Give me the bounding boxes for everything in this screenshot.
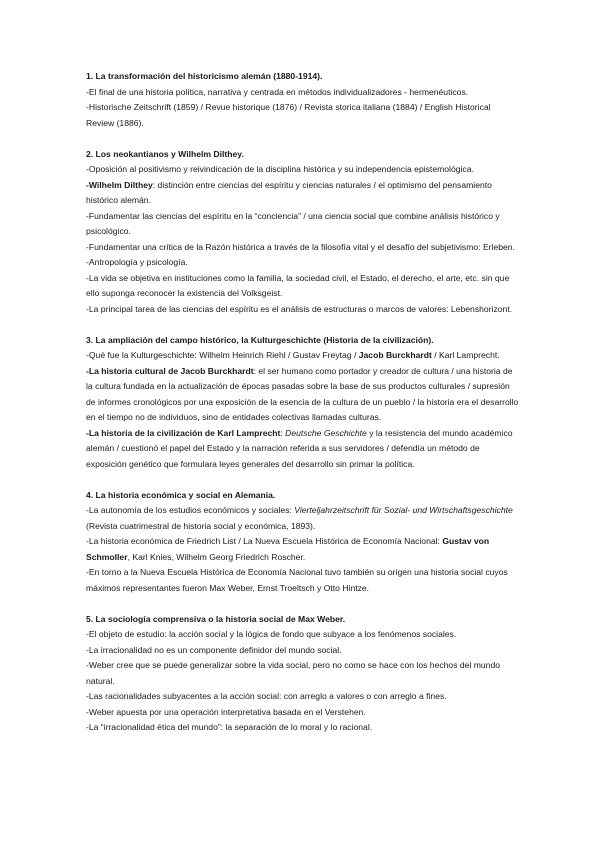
text-run: -Fundamentar una crítica de la Razón histórica a través de la filosofía vital y el desafío del subjetivismo: Erleben. bbox=[86, 241, 515, 252]
text-run: -Las racionalidades subyacentes a la acción social: con arreglo a valores o con arreglo a fines. bbox=[86, 691, 447, 701]
bullet-paragraph bbox=[86, 364, 520, 426]
bullet-paragraph bbox=[86, 658, 520, 689]
text-run: -Antropología y psicología. bbox=[86, 257, 188, 267]
bullet-paragraph bbox=[86, 705, 520, 721]
italic-text: Deutsche Geschichte bbox=[285, 427, 367, 438]
text-run: : distinción entre ciencias del espíritu y ciencias naturales / el optimismo del pensamiento histórico alemán. bbox=[86, 179, 492, 205]
text-run: -La principal tarea de las ciencias del espíritu es el análisis de estructuras o marcos de valores: Lebenshorizont. bbox=[86, 303, 513, 314]
bullet-paragraph bbox=[86, 565, 520, 596]
section-5 bbox=[86, 612, 520, 736]
text-run: -El final de una historia política, narrativa y centrada en métodos individualizadores - hermenéuticos. bbox=[86, 86, 469, 97]
text-run: -La vida se objetiva en instituciones como la familia, la sociedad civil, el Estado, el derecho, el arte, etc. sin que ello suponga reconocer la existencia del Volksgeist. bbox=[86, 272, 510, 298]
text-run: : el ser humano como portador y creador de cultura / una historia de la cultura fundada en la actualización de épocas pasadas sobre la base de sus productos culturales / supresión de informes cronológicos por una exposición de la esencia de la cultura de un pueblo / la historia era el desarrollo en el tiempo no de individuos, sino de entidades colectivas llamadas culturas. bbox=[86, 365, 519, 422]
text-run: -En torno a la Nueva Escuela Histórica de Economía Nacional tuvo también su origen una historia social cuyos máximos representantes fueron Max Weber, Ernst Troeltsch y Otto Hintze. bbox=[86, 567, 508, 593]
bullet-paragraph bbox=[86, 255, 520, 271]
section-heading: 1. La transformación del historicismo alemán (1880-1914). bbox=[86, 71, 323, 81]
section-1 bbox=[86, 69, 520, 131]
bullet-paragraph bbox=[86, 85, 520, 101]
bullet-paragraph bbox=[86, 720, 520, 736]
section-heading: 5. La sociología comprensiva o la historia social de Max Weber. bbox=[86, 613, 346, 624]
text-run: -La “irracionalidad ética del mundo”: la separación de lo moral y lo racional. bbox=[86, 722, 373, 732]
text-run: : bbox=[280, 427, 286, 438]
bullet-paragraph bbox=[86, 503, 520, 534]
bold-text: -Wilhelm Dilthey bbox=[86, 179, 153, 190]
section-4 bbox=[86, 488, 520, 597]
text-run: -La historia económica de Friedrich List / La Nueva Escuela Histórica de Economía Nacional: bbox=[86, 536, 443, 546]
text-run: -El objeto de estudio: la acción social y la lógica de fondo que subyace a los fenómenos sociales. bbox=[86, 629, 457, 639]
bullet-paragraph bbox=[86, 348, 520, 364]
bold-text: Gustav von Schmoller bbox=[86, 536, 490, 562]
bullet-paragraph bbox=[86, 627, 520, 643]
bold-text: -La historia de la civilización de Karl Lamprecht bbox=[86, 427, 281, 438]
text-run: -Weber apuesta por una operación interpretativa basada en el Verstehen. bbox=[86, 706, 366, 717]
section-heading: 3. La ampliación del campo histórico, la Kulturgeschichte (Historia de la civilización). bbox=[86, 334, 434, 345]
section-2 bbox=[86, 147, 520, 318]
text-run: , Karl Knies, Wilhelm Georg Friedrich Roscher. bbox=[127, 551, 306, 562]
text-run: y la resistencia del mundo académico alemán / cuestionó el papel del Estado y la narración referida a sus servidores / defendía un método de exposición genético que formulara leyes generales del desarrollo sin primar la política. bbox=[86, 427, 513, 469]
text-run: -Fundamentar las ciencias del espíritu en la “conciencia” / una ciencia social que combine análisis histórico y psicológico. bbox=[86, 210, 500, 236]
bullet-paragraph bbox=[86, 643, 520, 659]
text-run: (Revista cuatrimestral de historia social y económica, 1893). bbox=[86, 520, 316, 531]
bullet-paragraph bbox=[86, 100, 520, 131]
section-heading: 2. Los neokantianos y Wilhelm Dilthey. bbox=[86, 148, 244, 159]
bullet-paragraph bbox=[86, 209, 520, 240]
bullet-paragraph bbox=[86, 240, 520, 256]
text-run: -La autonomía de los estudios económicos y sociales: bbox=[86, 505, 295, 515]
section-heading: 4. La historia económica y social en Alemania. bbox=[86, 489, 276, 500]
text-run: -Weber cree que se puede generalizar sobre la vida social, pero no como se hace con los hechos del mundo natural. bbox=[86, 660, 501, 686]
text-run: -Historische Zeitschrift (1859) / Revue historique (1876) / Revista storica italiana (1884) / English Historical Review (1886). bbox=[86, 102, 491, 128]
section-3 bbox=[86, 333, 520, 473]
bullet-paragraph bbox=[86, 271, 520, 302]
bullet-paragraph bbox=[86, 162, 520, 178]
bold-text: Jacob Burckhardt bbox=[358, 350, 432, 360]
bullet-paragraph bbox=[86, 689, 520, 705]
text-run: -Oposición al positivismo y reivindicación de la disciplina histórica y su independencia epistemológica. bbox=[86, 164, 474, 174]
text-run: -La irracionalidad no es un componente definidor del mundo social. bbox=[86, 644, 342, 655]
bullet-paragraph bbox=[86, 302, 520, 318]
bullet-paragraph bbox=[86, 426, 520, 473]
document-body bbox=[86, 69, 520, 751]
bullet-paragraph bbox=[86, 178, 520, 209]
italic-text: Vierteljahrzeitschrift für Sozial- und Wirtschaftsgeschichte bbox=[294, 505, 513, 515]
text-run: / Karl Lamprecht. bbox=[431, 350, 500, 360]
bold-text: -La historia cultural de Jacob Burckhardt bbox=[86, 365, 254, 376]
bullet-paragraph bbox=[86, 534, 520, 565]
text-run: -Qué fue la Kulturgeschichte: Wilhelm Heinrich Riehl / Gustav Freytag / bbox=[86, 350, 359, 360]
